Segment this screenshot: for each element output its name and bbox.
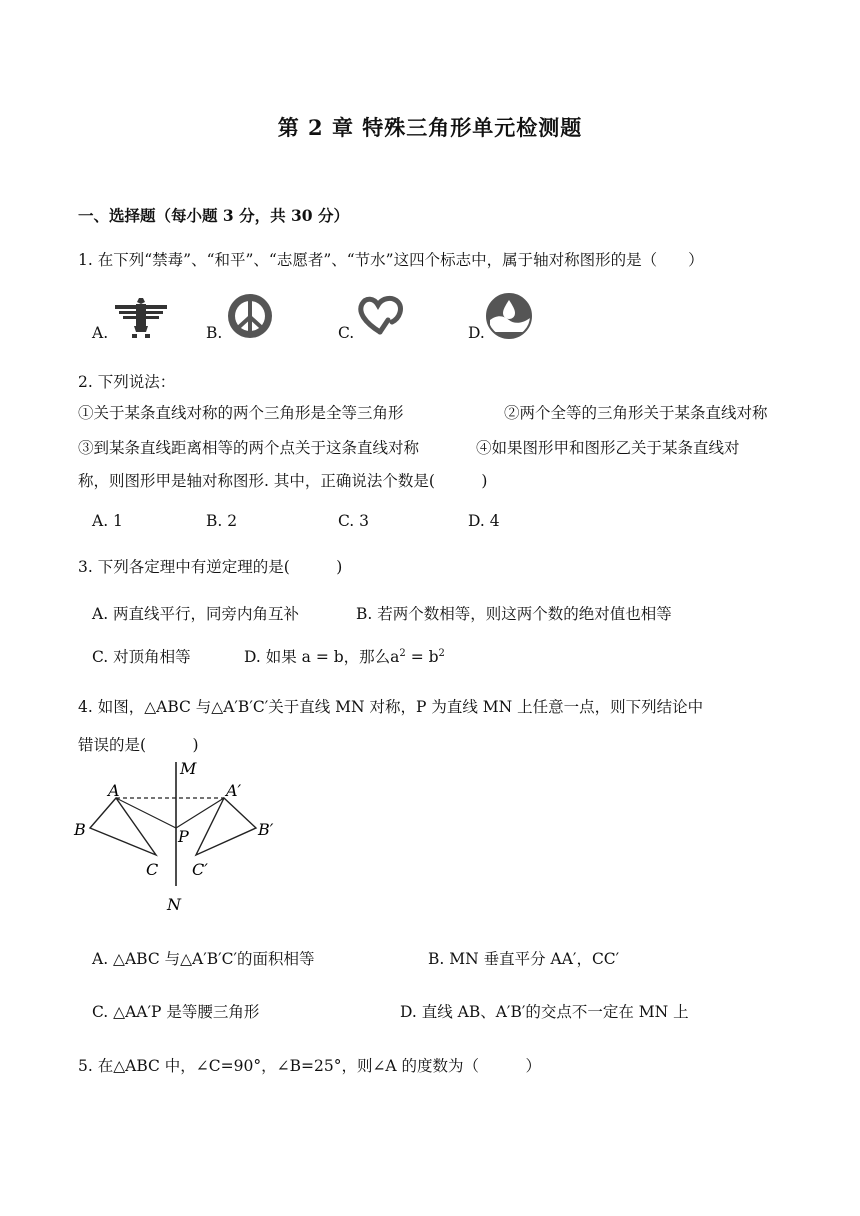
peace-logo-icon bbox=[226, 292, 274, 340]
q3-exponent-1: 2 bbox=[399, 647, 406, 659]
q1-option-c: C. bbox=[338, 324, 355, 342]
symmetry-figure bbox=[72, 758, 292, 916]
label-n: N bbox=[167, 895, 181, 914]
q3-option-a: A. 两直线平行，同旁内角互补 bbox=[92, 605, 300, 623]
water-saving-icon bbox=[484, 292, 534, 340]
q3-option-d bbox=[244, 645, 445, 667]
q3-exponent-2: 2 bbox=[438, 647, 445, 659]
question-2-stem: 2. 下列说法： bbox=[78, 373, 176, 391]
q1-option-b: B. bbox=[206, 324, 223, 342]
label-p: P bbox=[178, 827, 189, 846]
label-a: A bbox=[108, 781, 120, 800]
q1-option-a: A. bbox=[92, 324, 109, 342]
anti-drug-logo-icon bbox=[112, 294, 170, 340]
q2-statement-3: ③到某条直线距离相等的两个点关于这条直线对称 bbox=[78, 439, 420, 457]
q2-option-b: B. 2 bbox=[206, 512, 238, 530]
page-title: 第 2 章 特殊三角形单元检测题 bbox=[277, 115, 583, 140]
label-m: M bbox=[180, 759, 197, 778]
q2-statement-4b: 称，则图形甲是轴对称图形. 其中，正确说法个数是( ) bbox=[78, 472, 488, 490]
q2-statement-4a: ④如果图形甲和图形乙关于某条直线对 bbox=[476, 439, 740, 457]
q3-option-d-mid: = b bbox=[405, 648, 439, 666]
label-b-prime: B′ bbox=[258, 820, 274, 839]
q2-option-c: C. 3 bbox=[338, 512, 370, 530]
question-5-stem: 5. 在△ABC 中，∠C=90°，∠B=25°，则∠A 的度数为（ ） bbox=[78, 1057, 542, 1075]
q2-statement-2: ②两个全等的三角形关于某条直线对称 bbox=[504, 404, 768, 422]
segment-pa bbox=[116, 798, 176, 828]
q4-option-d: D. 直线 AB、A′B′的交点不一定在 MN 上 bbox=[400, 1003, 689, 1021]
q2-option-d: D. 4 bbox=[468, 512, 500, 530]
section-heading: 一、选择题（每小题 3 分，共 30 分） bbox=[78, 206, 349, 225]
question-4-stem-line2: 错误的是( ) bbox=[78, 736, 199, 754]
q2-statement-1: ①关于某条直线对称的两个三角形是全等三角形 bbox=[78, 404, 404, 422]
label-c: C bbox=[146, 860, 159, 879]
triangle-a-prime bbox=[196, 798, 256, 855]
question-4-stem-line1: 4. 如图，△ABC 与△A′B′C′关于直线 MN 对称，P 为直线 MN 上任意一点，则下列结论中 bbox=[78, 698, 704, 716]
q4-option-c: C. △AA′P 是等腰三角形 bbox=[92, 1003, 260, 1021]
question-3-stem: 3. 下列各定理中有逆定理的是( ) bbox=[78, 558, 343, 576]
label-b: B bbox=[74, 820, 86, 839]
question-1-stem: 1. 在下列“禁毒”、“和平”、“志愿者”、“节水”这四个标志中，属于轴对称图形的是（ ） bbox=[78, 251, 704, 269]
q1-option-d: D. bbox=[468, 324, 485, 342]
q3-option-b: B. 若两个数相等，则这两个数的绝对值也相等 bbox=[356, 605, 672, 623]
triangle-abc bbox=[90, 798, 156, 855]
q3-option-d-prefix: D. 如果 a = b，那么a bbox=[244, 648, 400, 666]
q4-option-a: A. △ABC 与△A′B′C′的面积相等 bbox=[92, 950, 315, 968]
q4-option-b: B. MN 垂直平分 AA′，CC′ bbox=[428, 950, 620, 968]
volunteer-heart-icon bbox=[354, 292, 406, 338]
q3-option-c: C. 对顶角相等 bbox=[92, 648, 191, 666]
label-a-prime: A′ bbox=[226, 781, 242, 800]
label-c-prime: C′ bbox=[192, 860, 208, 879]
q2-option-a: A. 1 bbox=[92, 512, 123, 530]
